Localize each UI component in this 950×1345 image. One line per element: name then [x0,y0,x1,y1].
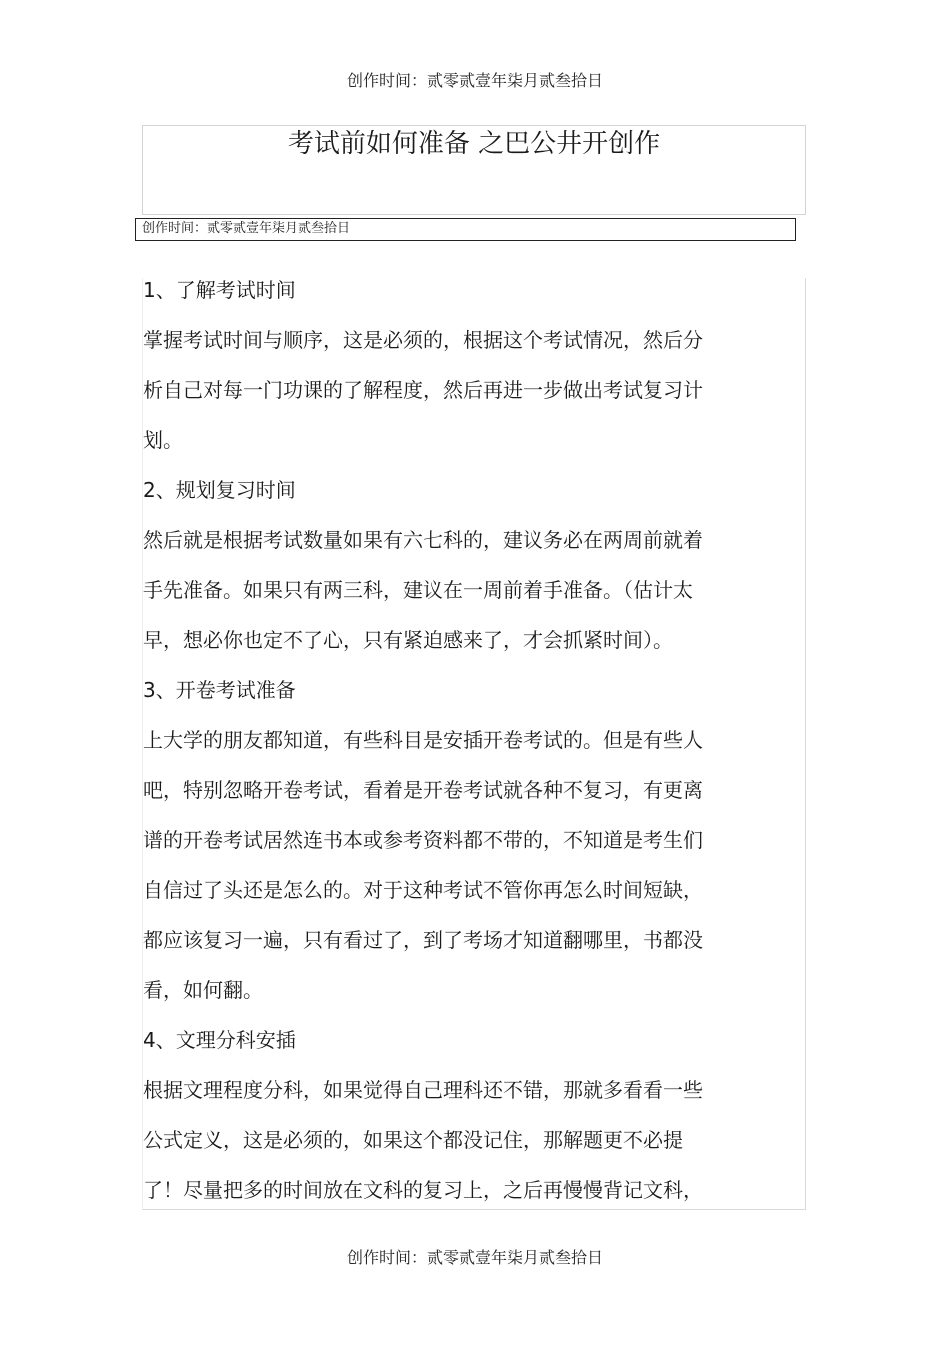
inner-creation-time: 创作时间：贰零贰壹年柒月贰叁拾日 [142,221,351,236]
body-line: 析自己对每一门功课的了解程度，然后再进一步做出考试复习计 [143,378,703,402]
body-line: 手先准备。如果只有两三科，建议在一周前着手准备。（估计太 [143,578,693,602]
title-box [142,125,806,215]
inner-creation-time-box [135,218,796,241]
body-line: 看，如何翻。 [143,978,263,1002]
body-line: 根据文理程度分科，如果觉得自己理科还不错，那就多看看一些 [143,1078,703,1102]
section-heading-4: 4、文理分科安插 [143,1028,296,1052]
document-body [143,265,743,1215]
body-line: 了！尽量把多的时间放在文科的复习上，之后再慢慢背记文科， [143,1178,703,1202]
header-creation-time: 创作时间：贰零贰壹年柒月贰叁拾日 [346,71,603,90]
body-line: 公式定义，这是必须的，如果这个都没记住，那解题更不必提 [143,1128,683,1152]
body-line: 谱的开卷考试居然连书本或参考资料都不带的，不知道是考生们 [143,828,703,852]
section-heading-1: 1、了解考试时间 [143,278,296,302]
body-line: 自信过了头还是怎么的。对于这种考试不管你再怎么时间短缺， [143,878,703,902]
body-line: 吧，特别忽略开卷考试，看着是开卷考试就各种不复习，有更离 [143,778,703,802]
body-line: 掌握考试时间与顺序，这是必须的，根据这个考试情况，然后分 [143,328,703,352]
body-line: 早，想必你也定不了心，只有紧迫感来了，才会抓紧时间）。 [143,628,673,652]
body-line: 上大学的朋友都知道，有些科目是安插开卷考试的。但是有些人 [143,728,703,752]
body-line: 然后就是根据考试数量如果有六七科的，建议务必在两周前就着 [143,528,703,552]
section-heading-2: 2、规划复习时间 [143,478,296,502]
section-heading-3: 3、开卷考试准备 [143,678,296,702]
body-line: 都应该复习一遍，只有看过了，到了考场才知道翻哪里，书都没 [143,928,703,952]
body-line: 划。 [143,428,183,452]
footer-creation-time: 创作时间：贰零贰壹年柒月贰叁拾日 [346,1248,603,1267]
document-title: 考试前如何准备 之巴公井开创作 [287,129,661,159]
